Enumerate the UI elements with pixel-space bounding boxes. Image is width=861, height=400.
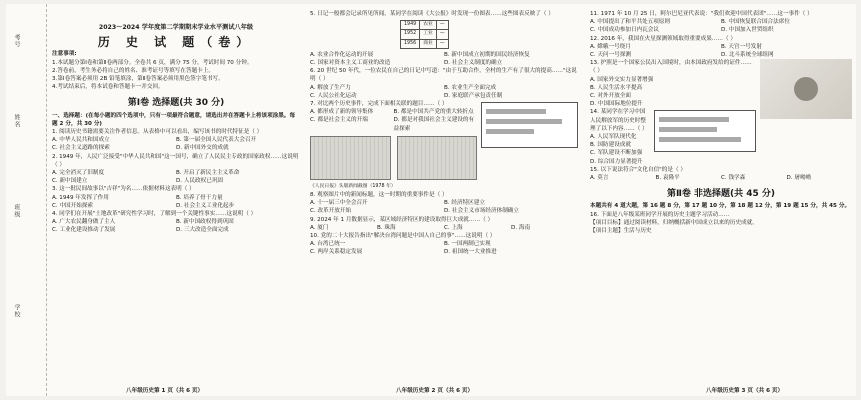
table-cell: 1952 (401, 30, 420, 39)
q14-option-c: C. 军队建设不断加强 (590, 150, 643, 157)
table-row (401, 30, 449, 39)
table-row (401, 39, 449, 48)
q4-option-d: D. 三大改造全面完成 (176, 227, 229, 234)
question-3: 3. 这一批民间故事以"吉祥"为名……依据材料这表明（ ） (52, 186, 195, 193)
q12-option-c: C. 天问一号探测 (590, 52, 632, 59)
q4-option-a: A. 广大农民翻身做了主人 (52, 219, 116, 226)
q1-option-c: C. 社会主义道路的探索 (52, 145, 110, 152)
page-two (310, 10, 578, 257)
table-cell: 1956 (401, 39, 420, 48)
q1-option-a: A. 中华人民共和国成立 (52, 137, 110, 144)
q6-option-c: C. 人民公社化运动 (310, 92, 357, 99)
section-two-title: 第Ⅱ卷 非选择题(共 45 分) (666, 189, 776, 200)
question-12: 12. 2016 年，我国在火星探测领域取得重要成果……（ ） (590, 35, 736, 42)
q9-option-d: D. 海南 (511, 224, 531, 231)
table-cell: 农业 (420, 21, 437, 30)
table-cell: — (436, 30, 448, 39)
section-one-title: 第Ⅰ卷 选择题(共 30 分) (127, 98, 225, 109)
newspaper-image (397, 136, 478, 180)
table-cell: — (436, 21, 448, 30)
q7-option-a: A. 都形成了新的领导集体 (310, 109, 374, 116)
question-5: 5. 日记一般都会记录所见所闻，某同学在阅读《大公报》时发现一份图表……这些图表反映了（ ） (310, 11, 554, 17)
q2-option-a: A. 完全消灭了旧制度 (52, 170, 105, 177)
q9-option-b: B. 珠海 (377, 224, 396, 231)
question-1: 1. 阅读历史书籍需要关注作者信息。从表格中可以看出，编写该书的时代特征是（ ） (52, 129, 263, 136)
binding-strip (6, 4, 47, 396)
q14-option-d: D. 综合国力显著提升 (590, 158, 643, 165)
page-three-footer: 八年级历史第 3 页（共 6 页） (706, 388, 784, 394)
q16-line-2: 【项目主题】生活与历史 (590, 228, 652, 235)
q13-option-a: A. 国家外交实力显著增强 (590, 76, 654, 83)
q15-option-b: B. 袁隆平 (655, 175, 680, 182)
q3-option-d: D. 社会主义工业化起步 (176, 202, 235, 209)
q7-figure (481, 102, 578, 148)
q10-option-c: C. 两岸关系稳定发展 (310, 249, 363, 256)
q15-option-d: D. 屠呦呦 (786, 175, 812, 182)
q11-option-c: C. 中国成功参加日内瓦会议 (590, 27, 659, 34)
table-cell: 工业 (420, 30, 437, 39)
q6-option-a: A. 解放了生产力 (310, 84, 351, 91)
q9-option-c: C. 上海 (444, 224, 463, 231)
news-figures (310, 136, 477, 180)
q3-option-a: A. 1949 年发挥了作用 (52, 194, 109, 201)
table-row (401, 21, 449, 30)
q1-option-b: B. 第一届全国人民代表大会召开 (176, 137, 257, 144)
question-6: 6. 20 世纪 50 年代，一位农民在自己的日记中写道："由于互助合作，全村的生产有了很大的提高……"这说明（ ） (310, 68, 577, 83)
page-one-footer: 八年级历史第 1 页（共 6 页） (126, 388, 204, 394)
q10-option-d: D. 祖国统一大业推进 (444, 249, 497, 256)
passport-image (760, 59, 852, 119)
notice-3: 3.第Ⅰ卷答案必须用 2B 铅笔填涂，第Ⅱ卷答案必须用黑色签字笔书写。 (52, 76, 224, 83)
question-16: 16. 下面是八年级某班同学开展的历史主题学习活动…… (590, 211, 730, 218)
table-cell: 商业 (420, 39, 437, 48)
q8-option-d: D. 社会主义市场经济体制确立 (444, 208, 519, 215)
q5-option-a: A. 农业合作化运动的开展 (310, 51, 374, 58)
q10-option-b: B. 一国两制已实现 (444, 241, 491, 248)
q1-option-d: D. 新中国外交的成就 (176, 145, 229, 152)
q7-option-d: D. 都是对我国社会主义建设的有益探索 (393, 117, 475, 132)
question-4: 4. 同学们在开展"土地改革"研究性学习时，了解到一个关键性事实……这说明（ ） (52, 211, 257, 218)
q5-option-b: B. 新中国成立初期的国民经济恢复 (444, 51, 530, 58)
newspaper-image (310, 136, 391, 180)
q10-option-a: A. 台湾已统一 (310, 241, 346, 248)
q2-option-c: C. 新中国建立 (52, 178, 88, 185)
q6-option-d: D. 家庭联产承包责任制 (444, 92, 503, 99)
question-11: 11. 1971 年 10 月 25 日，阿尔巴尼亚代表说："我们欢迎中国代表团"……这一事件（ ） (590, 11, 813, 17)
page-two-footer: 八年级历史第 2 页（共 6 页） (396, 388, 474, 394)
notice-heading: 注意事项: (52, 51, 77, 58)
q14-figure (654, 110, 756, 152)
q12-option-a: A. 嫦娥一号绕月 (590, 43, 631, 50)
q8-option-b: B. 经济特区建立 (444, 200, 485, 207)
strip-label-name: 姓名 (13, 114, 20, 128)
question-14: 14. 某同学在学习中国人民解放军的历史时整理了以下内容……（ ） (590, 109, 648, 132)
q6-option-b: B. 农业生产全面完成 (444, 84, 497, 91)
strip-label-class: 班级 (13, 204, 20, 218)
question-8: 8. 观察图片中的新闻标题，这一时期的重要事件是（ ） (310, 192, 448, 199)
q4-option-c: C. 工业化建设推动了发展 (52, 227, 116, 234)
notice-1: 1.本试题分第Ⅰ卷和第Ⅱ卷两部分。全卷共 6 页，满分 75 分，考试时间 70 分钟。 (52, 59, 253, 66)
q5-option-c: C. 国家对资本主义工商业的改造 (310, 60, 391, 67)
news-caption: 《人民日报》头版新闻截图（1978 年） (310, 183, 396, 189)
q12-option-b: B. 天宫一号发射 (721, 43, 762, 50)
q5-table (400, 20, 449, 49)
question-9: 9. 2024 年 1 月数据显示，某区域经济特区的建设取得巨大成就……（ ） (310, 216, 494, 223)
q11-option-d: D. 中国加入世贸组织 (721, 27, 774, 34)
q3-option-b: B. 培养了骨干力量 (176, 194, 223, 201)
q11-option-a: A. 中国提出了和平共处五项原则 (590, 19, 671, 26)
q15-option-c: C. 钱学森 (721, 175, 746, 182)
exam-header: 2023～2024 学年度第二学期期末学业水平测试八年级 (98, 24, 254, 31)
q15-option-a: A. 莫言 (590, 175, 609, 182)
question-7: 7. 对比两个历史事件，完成下面相关联的题目……（ ） (310, 101, 448, 108)
q14-option-b: B. 国防建设成就 (590, 142, 631, 149)
part-two-instructions: 本题共有 4 道大题，第 16 题 8 分，第 17 题 10 分，第 18 题 12 分，第 19 题 15 分，共 45 分。 (590, 203, 851, 210)
page-one (52, 10, 300, 235)
page-three (590, 10, 852, 235)
q2-option-b: B. 开启了新民主主义革命 (176, 170, 240, 177)
exam-sheet (6, 4, 856, 396)
q5-option-d: D. 社会主义制度的确立 (444, 60, 503, 67)
q3-option-c: C. 中国开始探索 (52, 202, 94, 209)
q13-option-b: B. 人民生活水平提高 (590, 84, 643, 91)
question-2: 2. 1949 年，人民广泛接受"中华人民共和国"这一国号，确立了人民民主专政的国家政权……这说明（ ） (52, 153, 299, 168)
q12-option-d: D. 北斗系统全球组网 (721, 52, 774, 59)
strip-label-school: 学校 (13, 304, 20, 318)
notice-2: 2.答卷前，考生务必将自己的姓名、准考证号等填写在答题卡上。 (52, 67, 214, 74)
q2-option-d: D. 人民政权已巩固 (176, 178, 224, 185)
table-cell: — (436, 39, 448, 48)
choice-instructions: 一、选择题：(在每小题的四个选项中，只有一项最符合题意，请选出并在答题卡上将该项涂黑。每题 2 分，共 30 分) (52, 112, 296, 127)
exam-title: 历 史 试 题（卷） (97, 35, 255, 50)
notice-4: 4.考试结束后，将本试卷和答题卡一并交回。 (52, 84, 164, 91)
q4-option-b: B. 新中国政权得到巩固 (176, 219, 234, 226)
q9-option-a: A. 厦门 (310, 224, 329, 231)
q16-line-1: 【项目目标】通过阅读材料，归纳概括新中国成立以来的历史成就。 (590, 219, 758, 226)
q8-option-c: C. 改革开放开始 (310, 208, 352, 215)
q13-option-c: C. 对外开放全面 (590, 93, 632, 100)
question-13: 13. 护照是一个国家公民出入国境时，由本国政府发给的证件……（ ） (590, 60, 752, 75)
q7-option-b: B. 都是中国共产党的重大转折点 (393, 109, 474, 116)
table-cell: 1949 (401, 21, 420, 30)
q8-option-a: A. 十一届三中全会召开 (310, 200, 368, 207)
question-10: 10. 党的二十大报告指出"解决台湾问题是中国人自己的事"……这说明（ ） (310, 233, 496, 240)
q14-option-a: A. 人民军队现代化 (590, 134, 637, 141)
q11-option-b: B. 中国恢复联合国合法席位 (721, 19, 790, 26)
strip-label-exam-number: 考号 (13, 34, 20, 48)
q13-option-d: D. 中国国际地位提升 (590, 101, 643, 108)
question-15: 15. 以下说法符合"文化自信"的是（ ） (590, 166, 686, 173)
q7-option-c: C. 都是社会主义的开端 (310, 117, 368, 124)
